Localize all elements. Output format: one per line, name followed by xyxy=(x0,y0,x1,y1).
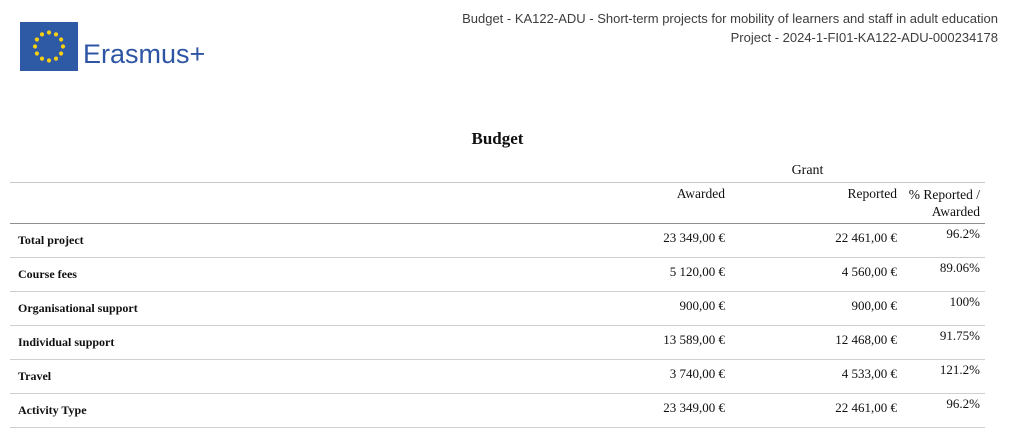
grant-group-spacer xyxy=(10,160,630,183)
grant-group-header-row xyxy=(10,160,985,183)
table-row-total-project xyxy=(10,224,985,258)
row-label: Total project xyxy=(10,224,630,258)
awarded-value: 13 589,00 € xyxy=(630,326,735,360)
row-label: Individual support xyxy=(10,326,630,360)
table-row-travel xyxy=(10,360,985,394)
row-label: Travel xyxy=(10,360,630,394)
erasmus-wordmark: Erasmus+ xyxy=(83,39,206,69)
document-header-line2: Project - 2024-1-FI01-KA122-ADU-000234178 xyxy=(730,30,998,45)
table-row-organisational-support xyxy=(10,292,985,326)
reported-value: 22 461,00 € xyxy=(735,224,903,258)
pct-value: 121.2% xyxy=(903,360,985,394)
pct-value: 96.2% xyxy=(903,394,985,428)
row-label: Course fees xyxy=(10,258,630,292)
awarded-value: 900,00 € xyxy=(630,292,735,326)
label-column-header xyxy=(10,183,630,224)
pct-column-header-line1: % Reported / xyxy=(908,187,981,202)
awarded-column-header: Awarded xyxy=(630,183,735,224)
document-header xyxy=(462,9,998,47)
reported-value: 12 468,00 € xyxy=(735,326,903,360)
row-label: Organisational support xyxy=(10,292,630,326)
pct-value: 100% xyxy=(903,292,985,326)
awarded-value: 3 740,00 € xyxy=(630,360,735,394)
table-row-individual-support xyxy=(10,326,985,360)
document-header-line1: Budget - KA122-ADU - Short-term projects for mobility of learners and staff in adult education xyxy=(462,11,998,26)
pct-value: 96.2% xyxy=(903,224,985,258)
awarded-value: 23 349,00 € xyxy=(630,394,735,428)
pct-value: 91.75% xyxy=(903,326,985,360)
row-label: Activity Type xyxy=(10,394,630,428)
erasmus-plus-logo xyxy=(20,22,205,71)
reported-value: 4 560,00 € xyxy=(735,258,903,292)
reported-column-header: Reported xyxy=(735,183,903,224)
eu-flag-icon xyxy=(20,22,78,71)
reported-value: 4 533,00 € xyxy=(735,360,903,394)
table-row-activity-type xyxy=(10,394,985,428)
pct-value: 89.06% xyxy=(903,258,985,292)
pct-column-header-line2: Awarded xyxy=(931,204,981,219)
awarded-value: 23 349,00 € xyxy=(630,224,735,258)
page-title: Budget xyxy=(471,129,524,148)
pct-column-header xyxy=(903,183,985,224)
table-row-course-fees xyxy=(10,258,985,292)
column-header-row xyxy=(10,183,985,224)
reported-value: 900,00 € xyxy=(735,292,903,326)
reported-value: 22 461,00 € xyxy=(735,394,903,428)
budget-table xyxy=(10,160,985,428)
grant-group-header: Grant xyxy=(630,160,985,183)
awarded-value: 5 120,00 € xyxy=(630,258,735,292)
